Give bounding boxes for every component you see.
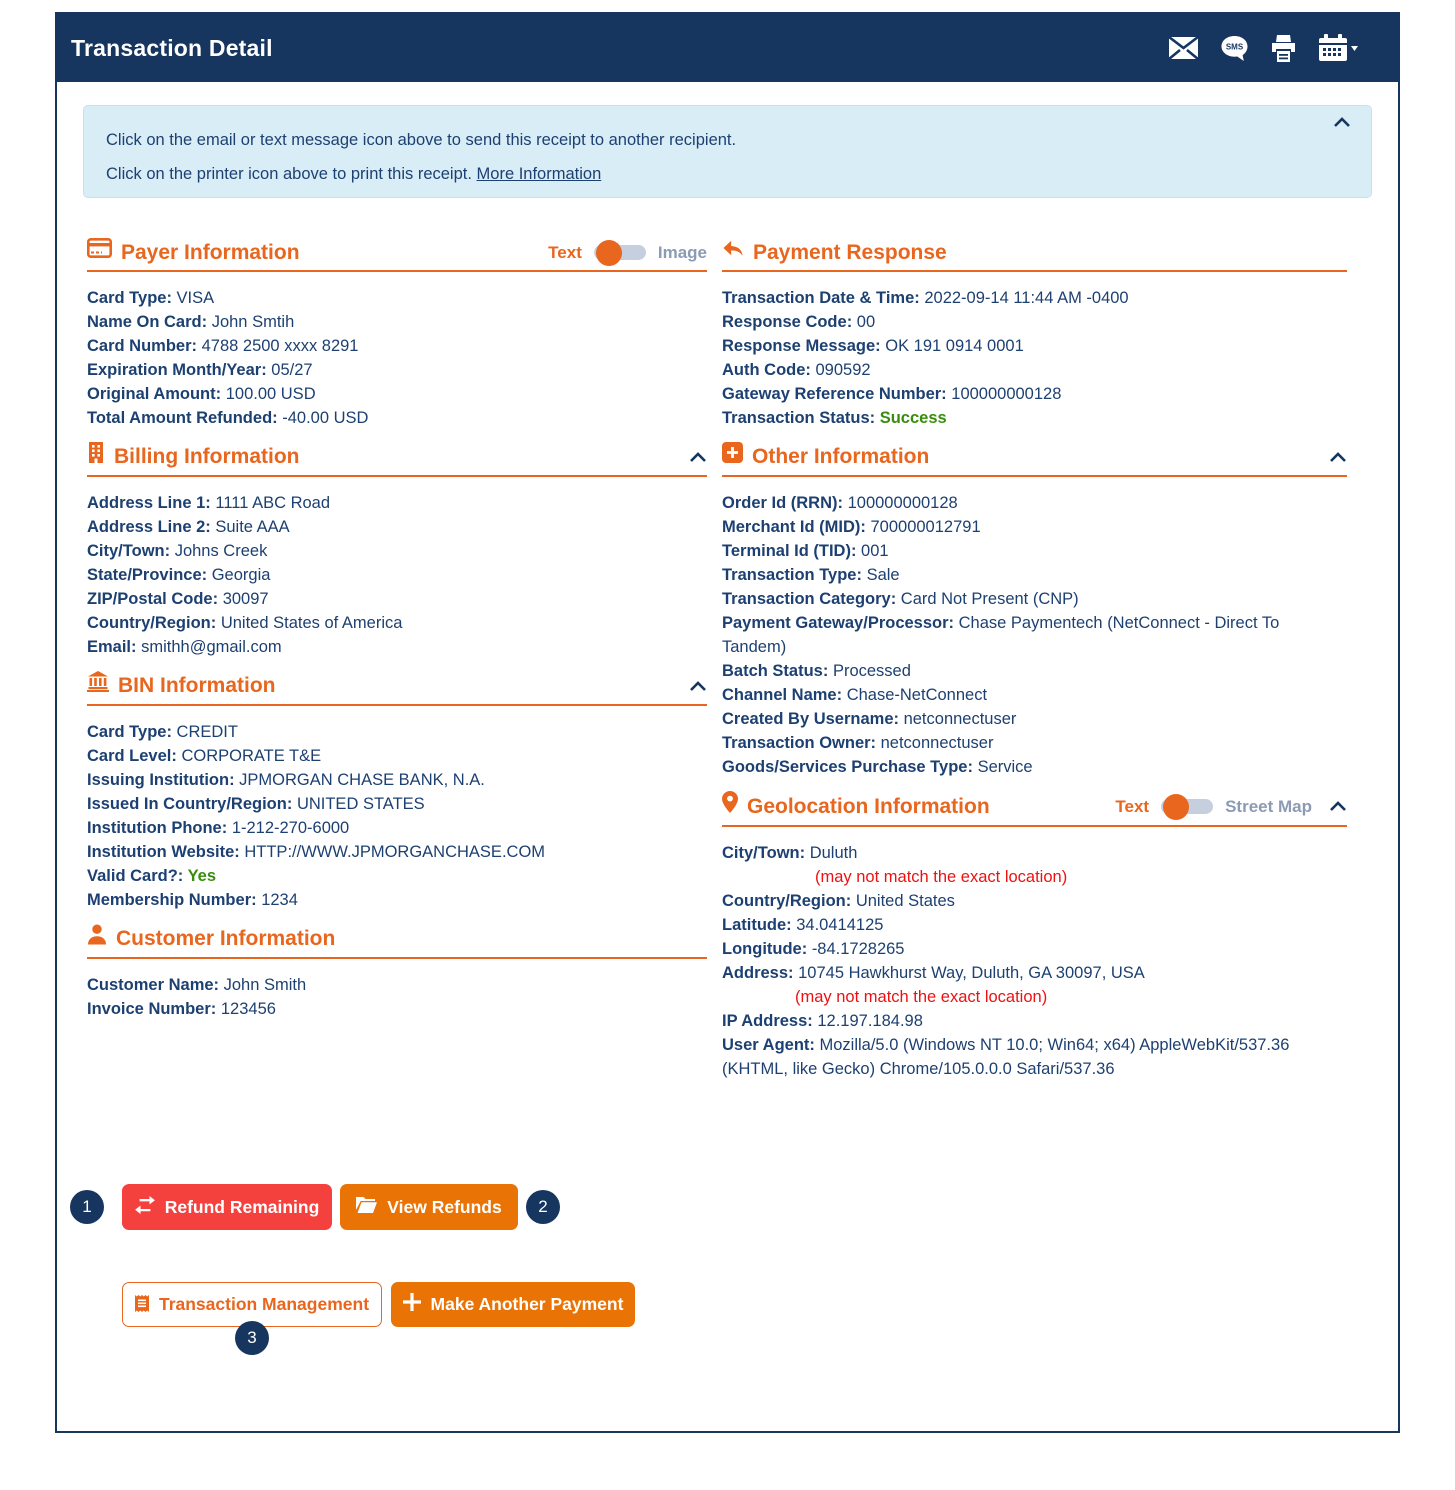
field-label: Response Code: [722, 313, 857, 331]
field-label: City/Town: [722, 844, 810, 862]
field-value: 05/27 [271, 361, 313, 379]
field-label: State/Province: [87, 566, 212, 584]
refund-remaining-button[interactable]: Refund Remaining [122, 1184, 332, 1230]
field-value: Card Not Present (CNP) [900, 590, 1079, 608]
field-value: 100000000128 [847, 494, 958, 512]
field-row [87, 286, 707, 310]
other-collapse-chevron-up-icon[interactable] [1329, 452, 1347, 463]
toggle-knob [1163, 794, 1189, 820]
field-row [87, 491, 707, 515]
field-label: Transaction Status: [722, 409, 880, 427]
section-customer-information [87, 924, 707, 1021]
section-payer-information [87, 238, 707, 430]
section-bin-information [87, 671, 707, 912]
field-row [87, 768, 707, 792]
field-row [722, 1009, 1347, 1033]
field-row [87, 611, 707, 635]
toggle-knob [596, 240, 622, 266]
geolocation-text-map-toggle[interactable]: Text Street Map [1115, 794, 1312, 820]
field-row [87, 840, 707, 864]
transaction-management-button[interactable]: Transaction Management [122, 1282, 382, 1327]
field-label: Latitude: [722, 916, 797, 934]
make-another-payment-button[interactable]: Make Another Payment [391, 1282, 635, 1327]
toggle-track [1161, 799, 1213, 814]
banner-line2: Click on the printer icon above to print this receipt. More Information [106, 165, 602, 183]
step-badge-2: 2 [526, 1190, 560, 1224]
field-label: Channel Name: [722, 686, 847, 704]
billing-collapse-chevron-up-icon[interactable] [689, 452, 707, 463]
payer-text-image-toggle[interactable]: Text Image [548, 240, 707, 266]
field-value: 100.00 USD [225, 385, 316, 403]
field-label: Card Number: [87, 337, 202, 355]
field-label: Valid Card?: [87, 867, 188, 885]
field-row [87, 406, 707, 430]
field-row [87, 720, 707, 744]
field-label: Gateway Reference Number: [722, 385, 952, 403]
section-billing-information [87, 442, 707, 659]
bank-icon [87, 671, 109, 701]
field-row [87, 888, 707, 912]
field-value: Suite AAA [215, 518, 290, 536]
field-row [722, 937, 1347, 961]
field-label: Auth Code: [722, 361, 816, 379]
calendar-icon[interactable] [1318, 34, 1358, 62]
field-row [87, 358, 707, 382]
field-row [722, 563, 1347, 587]
field-label: Longitude: [722, 940, 812, 958]
field-row [722, 587, 1347, 611]
field-label: Address Line 1: [87, 494, 216, 512]
field-value: 10745 Hawkhurst Way, Duluth, GA 30097, USA [798, 964, 1145, 982]
field-label: Transaction Type: [722, 566, 867, 584]
warning-note: (may not match the exact location) [795, 988, 1048, 1006]
field-row [87, 382, 707, 406]
field-value: Mozilla/5.0 (Windows NT 10.0; Win64; x64) AppleWebKit/537.36 (KHTML, like Gecko) Chrome/105.0.0.0 Safari/537.36 [722, 1036, 1290, 1078]
field-label: Country/Region: [87, 614, 221, 632]
field-label: Country/Region: [722, 892, 856, 910]
field-label: City/Town: [87, 542, 175, 560]
field-value: -84.1728265 [811, 940, 905, 958]
field-value: Chase Paymentech (NetConnect - Direct To Tandem) [722, 614, 1280, 656]
field-label: Order Id (RRN): [722, 494, 848, 512]
field-label: Customer Name: [87, 976, 224, 994]
field-row [722, 1033, 1347, 1081]
field-row [722, 707, 1347, 731]
field-row [722, 382, 1347, 406]
field-value: UNITED STATES [296, 795, 425, 813]
swap-arrows-icon [135, 1196, 155, 1219]
field-label: Goods/Services Purchase Type: [722, 758, 978, 776]
field-value: CREDIT [176, 723, 238, 741]
field-label: IP Address: [722, 1012, 818, 1030]
field-label: Issuing Institution: [87, 771, 240, 789]
field-label: Transaction Date & Time: [722, 289, 925, 307]
field-value: 34.0414125 [796, 916, 884, 934]
field-value: 30097 [222, 590, 269, 608]
field-row [722, 310, 1347, 334]
field-label: Email: [87, 638, 142, 656]
field-value: 123456 [220, 1000, 276, 1018]
field-row [87, 816, 707, 840]
field-value: Duluth [809, 844, 858, 862]
field-value: 4788 2500 xxxx 8291 [201, 337, 359, 355]
field-row [722, 683, 1347, 707]
field-label: Payment Gateway/Processor: [722, 614, 959, 632]
receipt-info-banner [83, 105, 1372, 198]
step-badge-3: 3 [235, 1321, 269, 1355]
field-row [87, 744, 707, 768]
left-column [87, 238, 707, 1081]
title-bar [57, 14, 1398, 82]
plus-icon [403, 1293, 421, 1316]
section-title: Payer Information [121, 240, 300, 264]
field-value: 12.197.184.98 [817, 1012, 923, 1030]
field-row [87, 587, 707, 611]
field-row [87, 334, 707, 358]
field-value: 00 [856, 313, 876, 331]
field-row [87, 539, 707, 563]
map-pin-icon [722, 791, 738, 822]
view-refunds-button[interactable]: View Refunds [340, 1184, 518, 1230]
transaction-detail-card [55, 12, 1400, 1433]
field-value: John Smith [223, 976, 307, 994]
field-label: Merchant Id (MID): [722, 518, 871, 536]
geolocation-collapse-chevron-up-icon[interactable] [1329, 801, 1347, 812]
bin-fields [87, 706, 707, 912]
field-row [722, 755, 1347, 779]
field-row [722, 865, 1347, 889]
field-value: Processed [832, 662, 911, 680]
billing-fields [87, 477, 707, 659]
banner-collapse-chevron-up-icon[interactable] [1333, 117, 1351, 128]
field-label: Transaction Owner: [722, 734, 881, 752]
plus-square-icon [722, 442, 743, 472]
field-value: 090592 [815, 361, 871, 379]
field-value: Chase-NetConnect [846, 686, 988, 704]
field-value: netconnectuser [903, 710, 1017, 728]
field-value: HTTP://WWW.JPMORGANCHASE.COM [244, 843, 546, 861]
refund-actions-row [70, 1184, 560, 1230]
other-fields [722, 477, 1347, 779]
field-row [87, 973, 707, 997]
section-title: Other Information [752, 445, 930, 468]
field-value: United States of America [220, 614, 403, 632]
field-label: Address Line 2: [87, 518, 216, 536]
field-label: User Agent: [722, 1036, 820, 1054]
customer-fields [87, 959, 707, 1021]
field-value: -40.00 USD [282, 409, 369, 427]
email-icon[interactable] [1168, 36, 1199, 60]
field-row [722, 491, 1347, 515]
field-row [722, 611, 1347, 659]
field-value: 700000012791 [870, 518, 981, 536]
field-label: Total Amount Refunded: [87, 409, 283, 427]
field-row [722, 841, 1347, 865]
field-label: Original Amount: [87, 385, 226, 403]
field-label: Card Type: [87, 289, 177, 307]
field-label: Card Level: [87, 747, 182, 765]
field-row [722, 889, 1347, 913]
field-value: Yes [187, 867, 217, 885]
field-value: JPMORGAN CHASE BANK, N.A. [239, 771, 485, 789]
field-value: Service [977, 758, 1033, 776]
field-value: netconnectuser [880, 734, 994, 752]
field-label: Name On Card: [87, 313, 212, 331]
credit-card-icon [87, 238, 112, 267]
field-row [722, 659, 1347, 683]
field-label: Institution Website: [87, 843, 245, 861]
header-actions [1168, 34, 1358, 62]
field-value: Sale [866, 566, 900, 584]
payment-response-fields [722, 272, 1347, 430]
reply-arrow-icon [722, 238, 744, 267]
geolocation-fields [722, 827, 1347, 1081]
payer-fields [87, 272, 707, 430]
section-title: Customer Information [116, 927, 336, 950]
banner-line1: Click on the email or text message icon above to send this receipt to another recipient. [106, 131, 737, 149]
field-row [87, 997, 707, 1021]
field-value: smithh@gmail.com [141, 638, 282, 656]
field-value: Success [879, 409, 947, 427]
field-value: Johns Creek [174, 542, 268, 560]
field-value: 001 [861, 542, 889, 560]
field-label: Transaction Category: [722, 590, 901, 608]
field-row [722, 961, 1347, 985]
print-icon[interactable] [1270, 35, 1297, 62]
section-title: BIN Information [118, 674, 276, 697]
field-label: Institution Phone: [87, 819, 232, 837]
field-label: Batch Status: [722, 662, 833, 680]
section-other-information [722, 442, 1347, 779]
right-column [722, 238, 1347, 1081]
field-row [87, 310, 707, 334]
toggle-track [594, 245, 646, 260]
field-row [87, 864, 707, 888]
field-label: Membership Number: [87, 891, 262, 909]
field-row [722, 731, 1347, 755]
field-value: 1111 ABC Road [215, 494, 331, 512]
field-value: John Smtih [211, 313, 295, 331]
field-row [722, 539, 1347, 563]
more-information-link[interactable]: More Information [476, 165, 602, 183]
field-label: Terminal Id (TID): [722, 542, 862, 560]
field-value: 2022-09-14 11:44 AM -0400 [924, 289, 1129, 307]
step-badge-1: 1 [70, 1190, 104, 1224]
warning-note: (may not match the exact location) [815, 868, 1068, 886]
field-value: United States [855, 892, 955, 910]
field-label: Issued In Country/Region: [87, 795, 297, 813]
detail-columns [57, 198, 1398, 1081]
field-row [87, 563, 707, 587]
section-title: Billing Information [114, 445, 300, 468]
section-geolocation-information [722, 791, 1347, 1081]
section-title: Geolocation Information [747, 794, 990, 818]
field-label: ZIP/Postal Code: [87, 590, 223, 608]
field-row [722, 286, 1347, 310]
sms-icon[interactable] [1220, 35, 1249, 62]
field-row [722, 515, 1347, 539]
field-label: Card Type: [87, 723, 177, 741]
section-title: Payment Response [753, 240, 947, 264]
field-value: 100000000128 [951, 385, 1062, 403]
field-row [722, 334, 1347, 358]
field-row [722, 913, 1347, 937]
field-row [87, 792, 707, 816]
building-icon [87, 442, 105, 472]
field-label: Created By Username: [722, 710, 904, 728]
chevron-down-icon [1351, 46, 1358, 51]
field-row [722, 358, 1347, 382]
field-label: Expiration Month/Year: [87, 361, 272, 379]
svg-text:SMS: SMS [1225, 42, 1244, 52]
field-value: OK 191 0914 0001 [885, 337, 1024, 355]
field-value: CORPORATE T&E [181, 747, 322, 765]
page-title: Transaction Detail [71, 34, 273, 61]
field-value: VISA [176, 289, 215, 307]
field-label: Response Message: [722, 337, 886, 355]
bin-collapse-chevron-up-icon[interactable] [689, 681, 707, 692]
field-label: Invoice Number: [87, 1000, 221, 1018]
person-icon [87, 924, 107, 954]
field-row [87, 635, 707, 659]
field-label: Address: [722, 964, 799, 982]
field-value: 1-212-270-6000 [231, 819, 350, 837]
field-value: Georgia [211, 566, 271, 584]
receipt-icon [135, 1293, 149, 1317]
field-row [87, 515, 707, 539]
navigation-actions-row [122, 1282, 635, 1347]
section-payment-response [722, 238, 1347, 430]
folder-open-icon [356, 1196, 377, 1218]
field-value: 1234 [261, 891, 298, 909]
field-row [722, 985, 1347, 1009]
field-row [722, 406, 1347, 430]
